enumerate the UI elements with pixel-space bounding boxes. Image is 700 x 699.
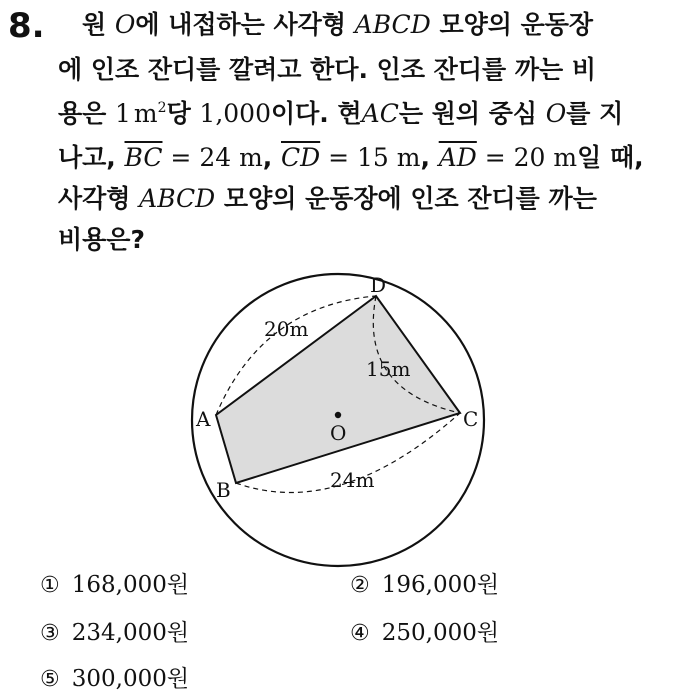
option-text: 196,000원 — [381, 572, 500, 598]
text: 모양의 운동장 — [430, 10, 594, 39]
text: 사각형 — [58, 184, 140, 213]
unit: m — [231, 143, 263, 172]
option-mark: ③ — [40, 621, 60, 646]
segment-ad: $\overline{AD}$ — [438, 143, 477, 172]
quadrilateral-abcd — [216, 296, 460, 483]
question-line-6: 비용은? — [58, 225, 145, 254]
label-o: O — [330, 421, 347, 445]
text: 원 — [82, 10, 115, 39]
option-mark: ① — [40, 573, 60, 598]
text: 일 때, — [577, 143, 644, 172]
text: 를 지 — [566, 99, 624, 128]
text: 모양의 운동장에 인조 잔디를 까는 — [215, 184, 597, 213]
segment-bc: $\overline{BC}$ — [124, 143, 163, 172]
segment-cd: $\overline{CD}$ — [281, 143, 321, 172]
question-number: 8. — [8, 6, 45, 46]
label-bc-length: 24m — [330, 468, 375, 492]
text: 당 — [166, 99, 200, 128]
option-4[interactable] — [350, 614, 499, 647]
option-mark: ④ — [350, 621, 370, 646]
label-a: A — [196, 407, 211, 431]
option-mark: ② — [350, 573, 370, 598]
value: = 15 — [320, 143, 389, 172]
option-text: 234,000원 — [71, 620, 190, 646]
price: 1,000 — [199, 99, 271, 128]
center-o: O — [545, 99, 567, 128]
option-2[interactable] — [350, 566, 499, 599]
label-c: C — [463, 407, 479, 431]
label-ad-length: 20m — [264, 317, 309, 341]
option-text: 300,000원 — [71, 666, 190, 692]
center-dot — [335, 412, 341, 418]
option-1[interactable] — [40, 566, 189, 599]
chord-ac: AC — [361, 99, 399, 128]
separator: , — [420, 143, 439, 172]
text: 용은 — [58, 99, 116, 128]
option-3[interactable] — [40, 614, 189, 647]
unit: m — [133, 99, 158, 128]
separator: , — [262, 143, 281, 172]
option-5[interactable] — [40, 660, 189, 693]
unit-exp: 2 — [157, 100, 167, 116]
label-b: B — [216, 478, 231, 502]
text: 는 원의 중심 — [398, 99, 546, 128]
label-cd-length: 15m — [366, 357, 411, 381]
value: = 24 — [162, 143, 232, 172]
quad-abcd: ABCD — [354, 10, 431, 39]
quad-abcd: ABCD — [139, 184, 216, 213]
label-d: D — [370, 273, 387, 297]
text: 에 내접하는 사각형 — [135, 10, 355, 39]
option-mark: ⑤ — [40, 667, 60, 692]
unit: m — [545, 143, 578, 172]
text: 나고, — [58, 143, 125, 172]
unit-num: 1 — [115, 99, 131, 128]
question-line-2: 에 인조 잔디를 깔려고 한다. 인조 잔디를 까는 비 — [58, 55, 596, 84]
unit: m — [388, 143, 421, 172]
option-text: 250,000원 — [381, 620, 500, 646]
text: 이다. 현 — [271, 99, 362, 128]
value: = 20 — [476, 143, 546, 172]
option-text: 168,000원 — [71, 572, 190, 598]
center-o: O — [114, 10, 136, 39]
